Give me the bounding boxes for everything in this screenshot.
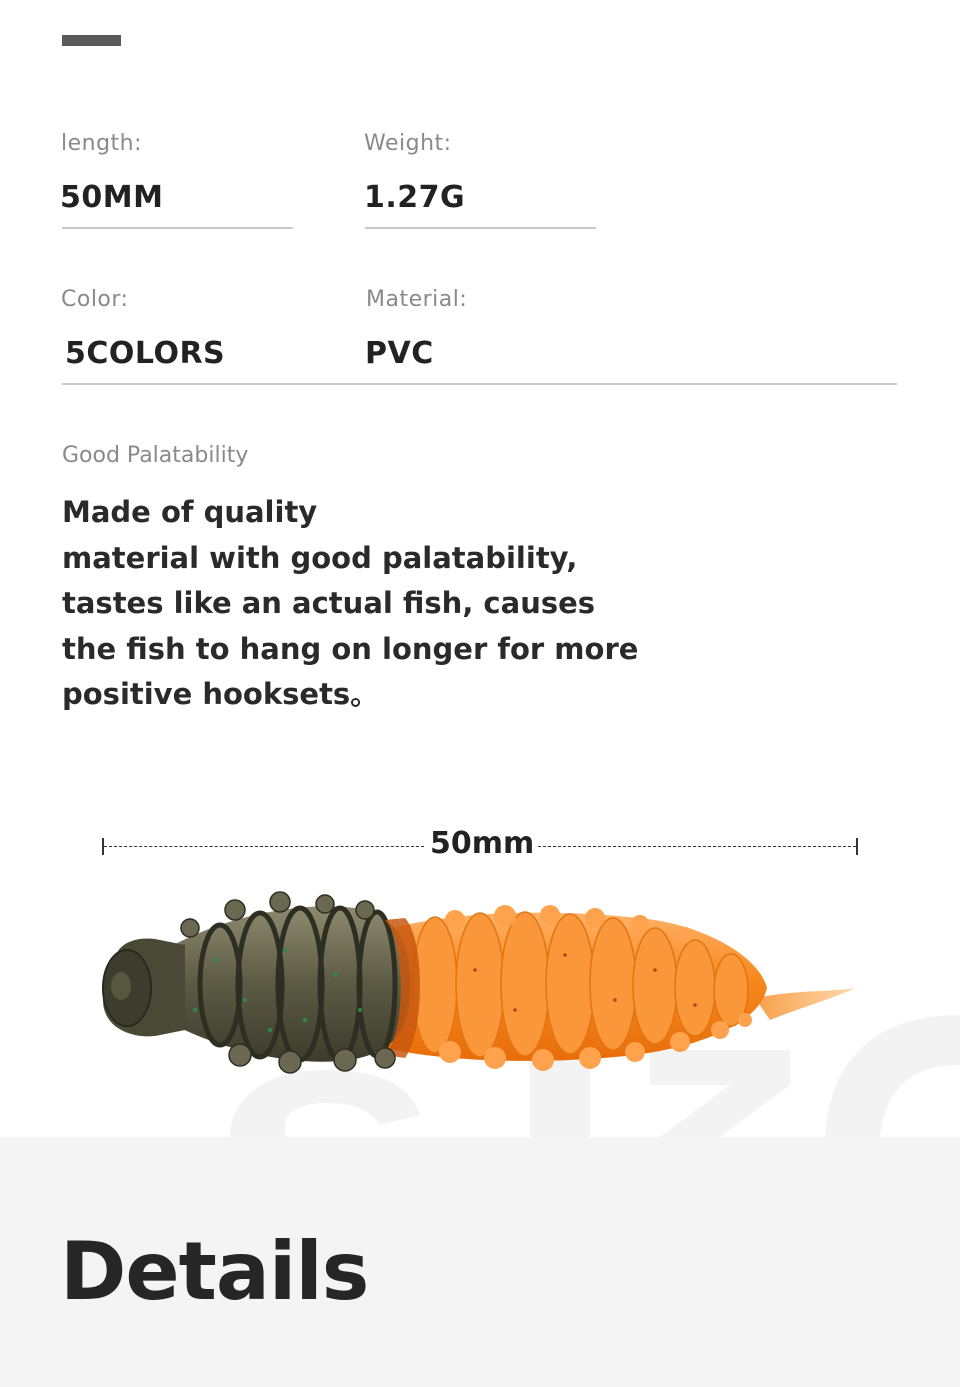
measure-right-dash bbox=[538, 846, 856, 847]
color-value: 5COLORS bbox=[65, 336, 226, 371]
weight-underline bbox=[365, 227, 596, 229]
feature-line: tastes like an actual fish, causes bbox=[62, 586, 596, 620]
lure-graphic bbox=[95, 880, 865, 1080]
material-label: Material: bbox=[366, 287, 468, 312]
color-label: Color: bbox=[61, 287, 129, 312]
feature-line: the fish to hang on longer for more bbox=[62, 631, 639, 666]
length-value: 50MM bbox=[60, 180, 164, 215]
material-value: PVC bbox=[365, 336, 434, 371]
feature-line: Made of quality bbox=[62, 495, 318, 529]
feature-description bbox=[62, 490, 639, 718]
color-material-underline bbox=[62, 383, 897, 385]
measure-right-cap bbox=[856, 838, 858, 855]
top-accent-bar bbox=[62, 35, 121, 46]
feature-title: Good Palatability bbox=[62, 443, 249, 468]
feature-line: positive hooksets。 bbox=[62, 677, 380, 711]
size-measurement bbox=[100, 826, 860, 866]
details-heading: Details bbox=[60, 1225, 369, 1318]
length-label: length: bbox=[61, 131, 143, 156]
measure-label: 50mm bbox=[430, 826, 535, 861]
feature-line: material with good palatability, bbox=[62, 540, 578, 575]
weight-value: 1.27G bbox=[364, 180, 466, 215]
lure-image bbox=[95, 880, 865, 1080]
weight-label: Weight: bbox=[364, 131, 452, 156]
measure-left-dash bbox=[104, 846, 424, 847]
length-underline bbox=[62, 227, 293, 229]
